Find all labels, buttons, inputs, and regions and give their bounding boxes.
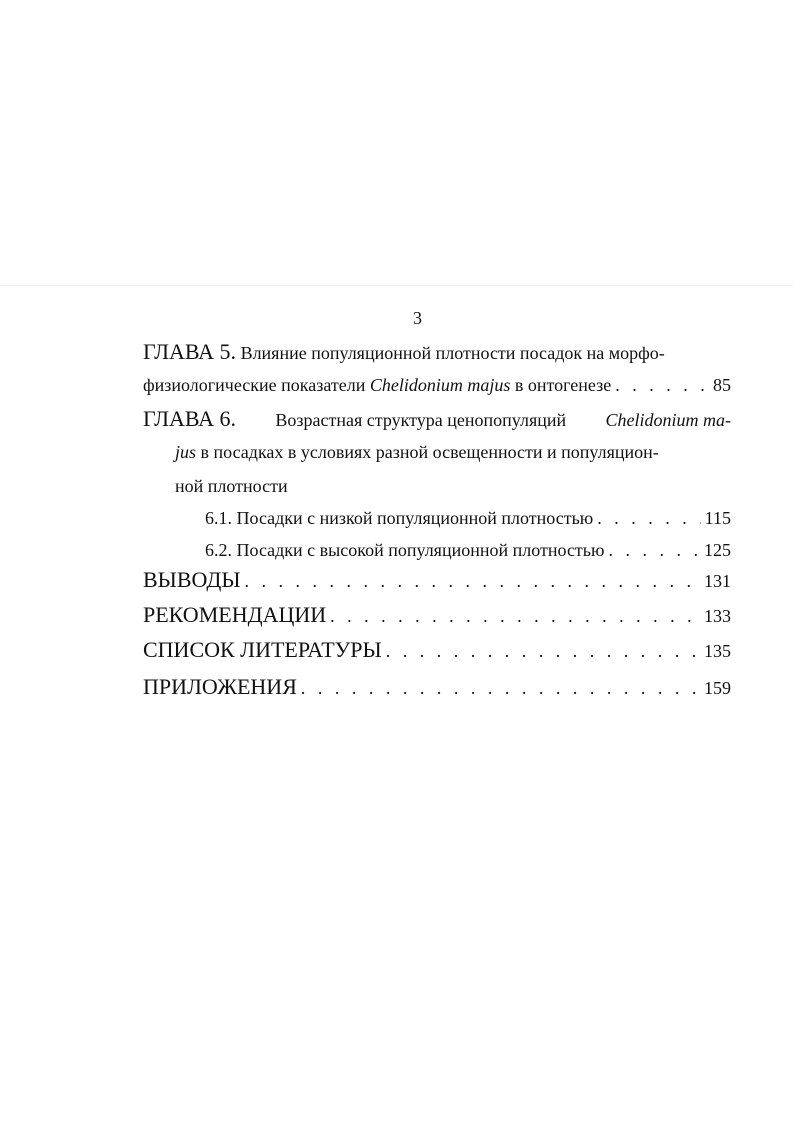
dot-leader bbox=[597, 506, 700, 530]
dot-leader bbox=[615, 373, 709, 397]
s62-title: 6.2. Посадки с высокой популяционной плотностью bbox=[205, 540, 605, 560]
conclusions-page: 131 bbox=[704, 571, 731, 591]
toc-s62 bbox=[205, 538, 731, 562]
dot-leader bbox=[608, 538, 700, 562]
toc-ch5-line1 bbox=[143, 340, 731, 365]
ch5-title-1: Влияние популяционной плотности посадок на морфо- bbox=[240, 343, 665, 363]
toc-ch6-line3 bbox=[175, 474, 731, 498]
ch5-title-2: физиологические показатели bbox=[143, 375, 366, 395]
ch6-title-1: Возрастная структура ценопопуляций bbox=[275, 410, 567, 430]
s62-page: 125 bbox=[704, 540, 731, 560]
toc-ch6-line2 bbox=[175, 440, 731, 464]
page-number: 3 bbox=[413, 308, 422, 328]
s61-page: 115 bbox=[704, 508, 731, 528]
ch6-species-2: jus bbox=[175, 442, 197, 462]
toc-references bbox=[143, 638, 731, 663]
dot-leader bbox=[245, 569, 700, 593]
dot-leader bbox=[330, 604, 700, 628]
toc-conclusions bbox=[143, 568, 731, 593]
ch6-label: ГЛАВА 6. bbox=[143, 406, 237, 431]
dot-leader bbox=[301, 676, 700, 700]
conclusions-title: ВЫВОДЫ bbox=[143, 567, 241, 592]
toc-recommendations bbox=[143, 603, 731, 628]
toc-ch6-line1 bbox=[143, 407, 731, 432]
toc-appendices bbox=[143, 675, 731, 700]
ch6-title-2: в посадках в условиях разной освещенности и популяцион- bbox=[200, 442, 659, 462]
scan-edge bbox=[0, 285, 793, 286]
ch5-page: 85 bbox=[713, 375, 731, 395]
recommendations-title: РЕКОМЕНДАЦИИ bbox=[143, 602, 327, 627]
toc-ch5-line2 bbox=[143, 373, 731, 397]
appendices-title: ПРИЛОЖЕНИЯ bbox=[143, 674, 297, 699]
ch5-label: ГЛАВА 5. bbox=[143, 339, 237, 364]
ch6-title-3: ной плотности bbox=[175, 476, 288, 496]
s61-title: 6.1. Посадки с низкой популяционной плотностью bbox=[205, 508, 594, 528]
ch5-species: Chelidonium majus bbox=[369, 375, 511, 395]
ch6-species: Chelidonium ma- bbox=[605, 410, 731, 430]
dot-leader bbox=[386, 639, 700, 663]
toc-s61 bbox=[205, 506, 731, 530]
recommendations-page: 133 bbox=[704, 606, 731, 626]
references-title: СПИСОК ЛИТЕРАТУРЫ bbox=[143, 637, 382, 662]
references-page: 135 bbox=[704, 641, 731, 661]
ch5-title-3: в онтогенезе bbox=[514, 375, 612, 395]
appendices-page: 159 bbox=[704, 678, 731, 698]
